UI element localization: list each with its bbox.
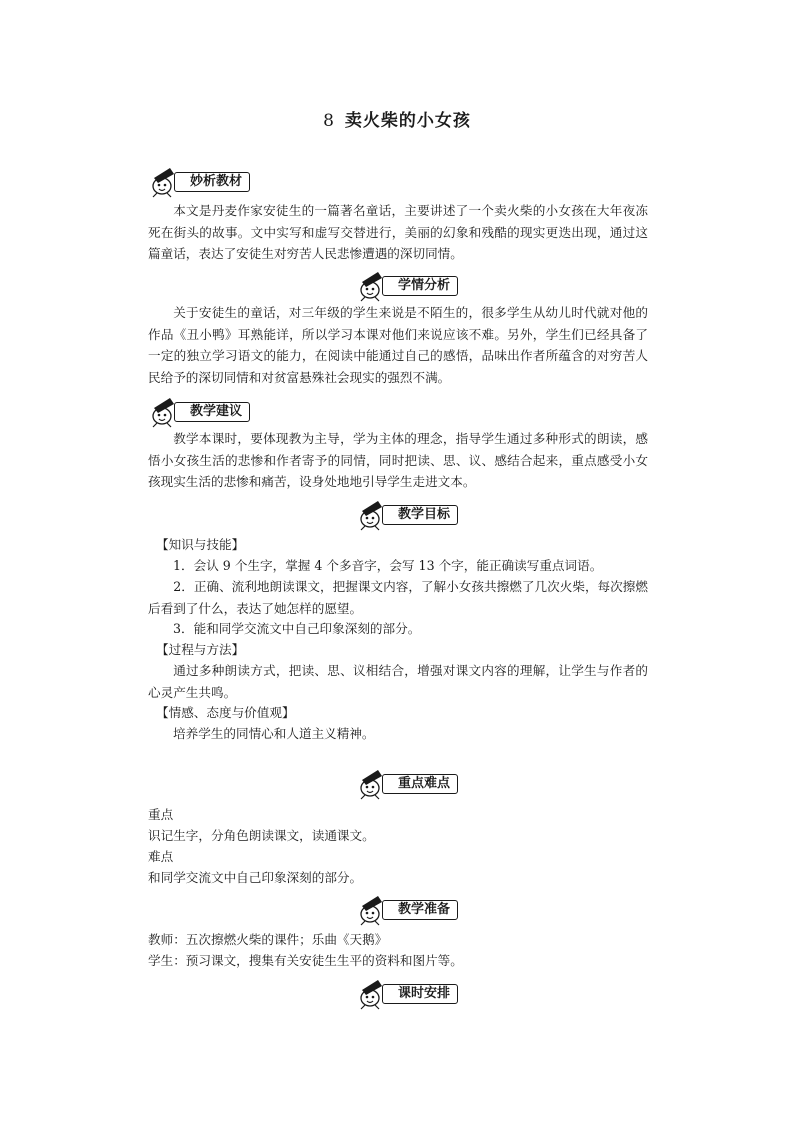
objective-item-1: 1．会认 9 个生字，掌握 4 个多音字，会写 13 个字，能正确读写重点词语。 [173,558,603,573]
key-point-heading: 重点 [148,807,174,822]
section-label: 教学目标 [382,505,458,525]
section-header-zhongdian [356,766,516,800]
lesson-title [0,106,794,131]
section-label: 重点难点 [382,774,458,794]
objective-item-2: 2．正确、流利地朗读课文，把握课文内容，了解小女孩共擦燃了几次火柴，每次擦燃后看到了什么，表达了她怎样的愿望。 [148,579,648,616]
section-header-mubiao [356,497,516,531]
section-text-jianyi: 教学本课时，要体现教为主导，学为主体的理念，指导学生通过多种形式的朗读，感悟小女孩生活的悲惨和作者寄予的同情，同时把读、思、议、感结合起来，重点感受小女孩现实生活的悲惨和痛苦，设身处地地引导学生走进文本。 [148,431,648,490]
prep-teacher-text: 教师：五次擦燃火柴的课件；乐曲《天鹅》 [148,932,388,947]
process-heading: 【过程与方法】 [156,642,245,657]
prep-student-text: 学生：预习课文，搜集有关安徒生生平的资料和图片等。 [148,953,463,968]
section-header-miaoxi [148,164,308,198]
section-header-jianyi [148,394,308,428]
emotion-heading: 【情感、态度与价值观】 [156,705,295,720]
section-label: 妙析教材 [174,172,250,192]
lesson-title-text: 卖火柴的小女孩 [344,111,471,131]
section-label: 学情分析 [382,276,458,296]
lesson-number: 8 [323,111,335,131]
process-text: 通过多种朗读方式，把读、思、议相结合，增强对课文内容的理解，让学生与作者的心灵产生共鸣。 [148,663,648,700]
objective-item-3: 3．能和同学交流文中自己印象深刻的部分。 [173,621,421,636]
difficulty-heading: 难点 [148,849,174,864]
section-header-zhunbei [356,892,516,926]
section-text-xueqing: 关于安徒生的童话，对三年级的学生来说是不陌生的，很多学生从幼儿时代就对他的作品《丑小鸭》耳熟能详，所以学习本课对他们来说应该不难。另外，学生们已经具备了一定的独立学习语文的能力，在阅读中能通过自己的感悟，品味出作者所蕴含的对穷苦人民给予的深切同情和对贫富悬殊社会现实的强烈不满。 [148,305,648,385]
section-header-anpai [356,976,516,1010]
emotion-text: 培养学生的同情心和人道主义精神。 [173,726,375,741]
section-header-xueqing [356,268,516,302]
difficulty-text: 和同学交流文中自己印象深刻的部分。 [148,870,363,885]
section-label: 课时安排 [382,984,458,1004]
section-label: 教学建议 [174,402,250,422]
key-point-text: 识记生字，分角色朗读课文，读通课文。 [148,828,375,843]
section-text-miaoxi: 本文是丹麦作家安徒生的一篇著名童话，主要讲述了一个卖火柴的小女孩在大年夜冻死在街头的故事。文中实写和虚写交替进行，美丽的幻象和残酷的现实更迭出现，通过这篇童话，表达了安徒生对穷苦人民悲惨遭遇的深切同情。 [148,203,648,262]
section-label: 教学准备 [382,900,458,920]
knowledge-heading: 【知识与技能】 [156,537,245,552]
